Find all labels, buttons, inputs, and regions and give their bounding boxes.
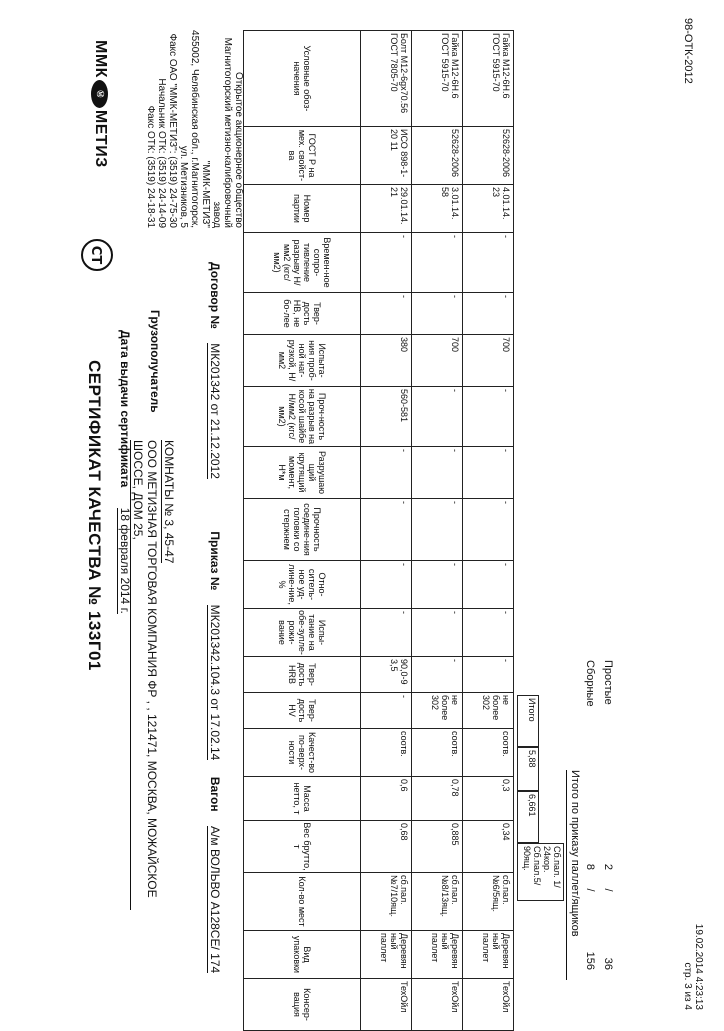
table-cell: - [412,657,463,693]
column-header: Вес брутто, т [244,821,361,873]
column-header: Вид упаковки [244,931,361,979]
table-cell: Деревян ный паллет [463,931,514,979]
table-cell: 90,0-9 3,5 [361,657,412,693]
logo-text-left: ММК [92,40,109,78]
table-cell: 0,34 [463,821,514,873]
table-cell: - [412,447,463,499]
table-cell: ТехОйл [412,979,463,1031]
summary-row-label: Простые [602,660,614,705]
certificate-title: СЕРТИФИКАТ КАЧЕСТВА № 133Г01 [85,360,104,671]
table-cell: не более 302 [412,693,463,729]
table-cell: 560-581 [361,387,412,447]
column-header: Твер-дость НВ, не бо-лее [244,293,361,335]
total-gross-cell: 6,661 [517,791,539,843]
table-cell: 0,78 [412,777,463,821]
table-cell: соотв. [463,729,514,777]
table-cell: - [361,693,412,729]
quality-table-visible [243,30,514,1031]
company-line: Факс ОТК: (3519) 24-18-31 [145,105,156,228]
table-cell: - [463,293,514,335]
table-cell: - [463,499,514,561]
table-cell: сб.пал. №8/13ящ. [412,873,463,931]
consignee-label: Грузополучатель [148,310,162,413]
column-header: Проч-ность на разрыв на косой шайбе Н/мм2 (кгс/мм2) [244,387,361,447]
table-cell: 0,6 [361,777,412,821]
table-row [361,31,412,1031]
table-cell: Гайка М12-6Н.6 ГОСТ 5915-70 [463,31,514,127]
company-info [145,30,244,228]
table-cell: - [463,233,514,293]
table-cell: Болт М12-6gх70.56 ГОСТ 7805-70 [361,31,412,127]
table-cell: - [361,233,412,293]
column-header: Времен-ное сопро-тивление разрыву Н/мм2 (кгс/мм2) [244,233,361,293]
column-header: Отно-ситель-ное уд-лине-ние, % [244,561,361,609]
table-cell: 700 [412,335,463,387]
table-cell: - [361,499,412,561]
table-cell: - [412,387,463,447]
table-cell: - [361,561,412,609]
table-cell: 52628-2006 [463,127,514,185]
total-label-cell: Итого [517,695,539,747]
table-cell: 700 [463,335,514,387]
contract-value: МК201342 от 21.12.2012 [208,343,222,479]
summary-row-label: Сборные [584,660,596,707]
summary-row-sep: / [584,888,596,892]
column-header: Разрушаю щий крутящий момент, Н*м [244,447,361,499]
total-places-cell: Сб.пал. 1/ 24кор. Сб.пал.5/ 90ящ. [517,843,564,901]
column-header: Консер-вация [244,979,361,1031]
table-cell: Деревян ный паллет [412,931,463,979]
summary-title: Итого по приказу паллет/ящиков [569,770,581,937]
company-logo [91,40,109,168]
table-cell: 0,68 [361,821,412,873]
table-cell: соотв. [412,729,463,777]
contract-order-row [206,262,224,973]
order-value: МК201342.104.3 от 17.02.14 [208,604,222,761]
column-header: Прочность соедине-ния головки со стержнем [244,499,361,561]
column-header: Испы-тание на обе-зупле-рожи-вание [244,609,361,657]
table-cell: Деревян ный паллет [361,931,412,979]
issue-date-label: Дата выдачи сертификата [118,330,132,488]
table-cell: - [463,447,514,499]
table-cell: Гайка М12-6Н.6 ГОСТ 5915-70 [412,31,463,127]
consignee-value-line1: ООО МЕТИЗНАЯ ТОРГОВАЯ КОМПАНИЯ ФР , , 121471, МОСКВА, МОЖАЙСКОЕ ШОССЕ, ДОМ 25, [130,440,159,910]
summary-row [584,660,596,990]
column-header: Номер партии [244,185,361,233]
summary-row-a: 8 [584,863,596,870]
column-header: Условные обоз-начения [244,31,361,127]
summary-row-sep: / [602,888,614,892]
logo-text-right: МЕТИЗ [92,109,109,168]
certification-mark-icon [80,238,114,272]
table-row [463,31,514,1031]
issue-date-value: 18 февраля 2014 г. [118,507,132,614]
consignee-row [146,310,164,413]
footer [682,860,704,1010]
table-cell: 3.01.14. 58 [412,185,463,233]
table-cell: ИСО 898-1-20 11 [361,127,412,185]
summary-row-b: 36 [602,957,614,970]
summary-row [602,660,614,990]
summary-row-a: 2 [602,863,614,870]
column-header: Твер-дость HV [244,693,361,729]
company-line: Открытое акционерное общество [233,71,244,228]
table-cell: не более 302 [463,693,514,729]
table-cell: сб.пал. №6/5ящ. [463,873,514,931]
table-header-row [244,31,361,1031]
column-header: Качест-во по-верх-ности [244,729,361,777]
column-header: ГОСТ Р на мех. свойст-ва [244,127,361,185]
svg-text:СТ: СТ [88,245,103,265]
company-line: ул. Метизников, 5 [178,145,189,228]
table-cell: - [412,561,463,609]
column-header: Твер-дость HRB [244,657,361,693]
company-line: Магнитогорский метизно-калибровочный завод [211,37,233,228]
table-cell: 29.01.14. 21 [361,185,412,233]
table-cell: - [463,609,514,657]
table-cell: - [412,293,463,335]
table-cell: ТехОйл [361,979,412,1031]
company-line: Начальник ОТК: (3519) 24-14-09 [156,78,167,228]
table-cell: - [412,233,463,293]
table-cell: - [463,387,514,447]
column-header: Испыта-ния проб-ной наг-рузкой, Н/мм2 [244,335,361,387]
table-cell: 0,3 [463,777,514,821]
footer-page: стр. 3 из 4 [682,962,693,1010]
table-cell: - [463,657,514,693]
column-header: Масса нетто, т [244,777,361,821]
table-cell: - [361,447,412,499]
table-row [412,31,463,1031]
table-cell: - [361,293,412,335]
table-cell: - [412,499,463,561]
table-cell: соотв. [361,729,412,777]
table-cell: 52628-2006 [412,127,463,185]
order-label: Приказ № [208,531,222,591]
column-header: Кол-во мест [244,873,361,931]
table-cell: 4.01.14. 23 [463,185,514,233]
company-line: "ММК-МЕТИЗ" [200,160,211,228]
table-cell: - [463,561,514,609]
table-cell: - [361,609,412,657]
consignee-value-line2: КОМНАТЫ № 3, 45-47 [162,440,176,564]
table-cell: сб.пал. №7/10ящ. [361,873,412,931]
table-cell: - [412,609,463,657]
table-cell: 0,885 [412,821,463,873]
doc-code: 98-ОТК-2012 [682,18,694,84]
company-line: Факс ОАО "ММК-МЕТИЗ": (3519) 24-75-30 [167,33,178,228]
table-cell: ТехОйл [463,979,514,1031]
wagon-value: А/м ВОЛЬВО А128СЕ/ 174 [208,826,222,974]
table-cell: 380 [361,335,412,387]
logo-oval-icon: Ⓜ [92,80,109,108]
contract-label: Договор № [208,262,222,329]
summary-row-b: 156 [584,951,596,970]
footer-datetime: 19.02.2014 4:23:13 [693,923,704,1010]
company-line: 455002, Челябинская обл., г.Магнитогорск, [189,30,200,228]
wagon-label: Вагон [208,776,222,812]
total-net-cell: 5,88 [517,747,539,791]
